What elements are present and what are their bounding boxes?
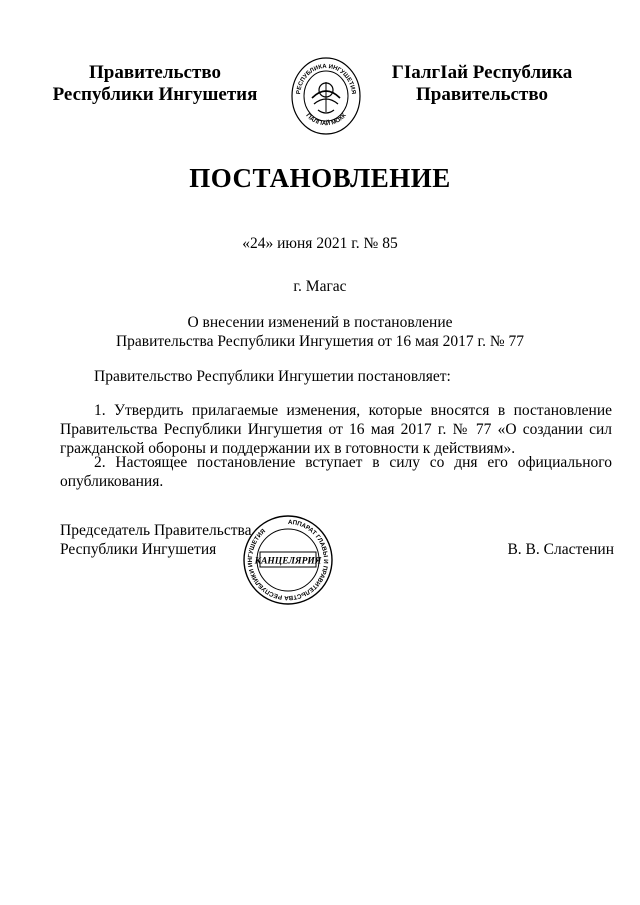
header-left-line2: Республики Ингушетия [52,84,258,105]
subject-block [0,313,640,351]
header-right-line1: ГIалгIай Республика [391,62,573,83]
header-left-line1: Правительство [89,62,221,83]
office-stamp-icon [240,512,336,608]
header-right-line2: Правительство [416,84,548,105]
date-line: «24» июня 2021 г. № 85 [242,235,398,252]
svg-text:РЕСПУБЛИКА ИНГУШЕТИЯ: РЕСПУБЛИКА ИНГУШЕТИЯ [296,63,356,95]
decree-item-2: 2. Настоящее постановление вступает в силу со дня его официального опубликования. [60,454,612,490]
svg-text:ГIАЛГIАЙ МОХК: ГIАЛГIАЙ МОХК [304,112,348,128]
coat-of-arms-emblem-icon [290,54,362,136]
svg-text:КАНЦЕЛЯРИЯ: КАНЦЕЛЯРИЯ [254,556,322,567]
decree-intro: Правительство Республики Ингушетии постановляет: [94,368,451,385]
header-right-block [382,62,582,106]
decree-item-1: 1. Утвердить прилагаемые изменения, которые вносятся в постановление Правительства Республики Ингушетия от 16 мая 2017 г. № 77 «О создании сил гражданской обороны и поддержании их в готовности к действиям». [60,402,612,457]
subject-line1: О внесении изменений в постановление [187,314,453,331]
signatory-name: В. В. Сластенин [507,541,614,558]
city-line: г. Магас [293,278,347,295]
header-left-block [40,62,270,106]
signatory-title [60,521,260,559]
subject-line2: Правительства Республики Ингушетия от 16 мая 2017 г. № 77 [115,333,525,350]
signatory-title-line1: Председатель Правительства [60,522,252,539]
svg-text:АППАРАТ ГЛАВЫ И ПРАВИТЕЛЬСТВА: АППАРАТ ГЛАВЫ И ПРАВИТЕЛЬСТВА РЕСПУБЛИКИ ИНГУШЕТИЯ [246,518,330,602]
signatory-title-line2: Республики Ингушетия [60,541,217,558]
document-title: ПОСТАНОВЛЕНИЕ [189,163,451,193]
